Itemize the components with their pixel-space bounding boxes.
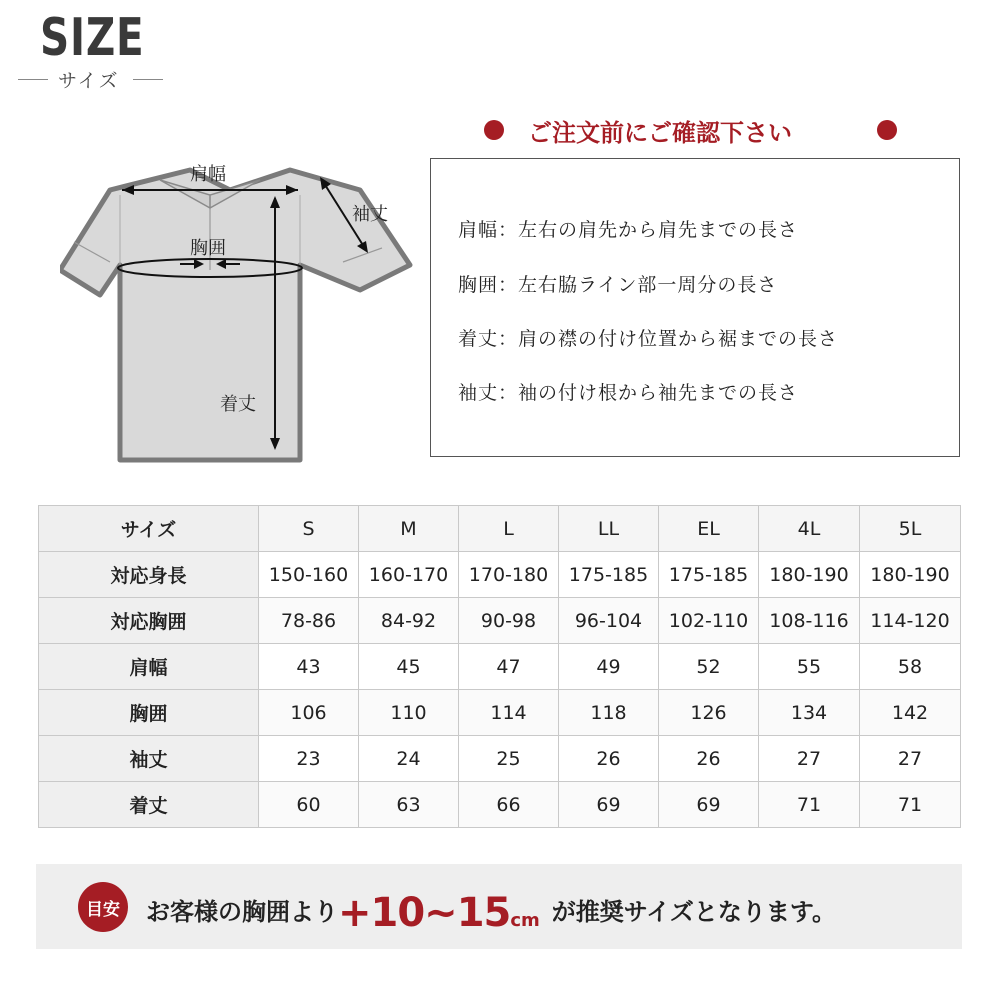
table-cell: 170-180: [459, 552, 559, 598]
table-row: [39, 598, 961, 644]
size-table: [38, 505, 961, 828]
sleeve-label: 袖丈: [352, 204, 388, 225]
table-cell: 150-160: [259, 552, 359, 598]
table-cell: 26: [559, 736, 659, 782]
recommendation-prefix: お客様の胸囲より: [146, 898, 338, 926]
recommendation-banner: [36, 864, 962, 949]
page-subtitle: サイズ: [58, 70, 120, 92]
table-cell: 126: [659, 690, 759, 736]
definition-shoulder: 肩幅：左右の肩先から肩先までの長さ: [458, 219, 799, 241]
row-header: 袖丈: [39, 736, 259, 782]
table-cell: 110: [359, 690, 459, 736]
column-header: L: [459, 506, 559, 552]
shirt-diagram: [60, 150, 420, 470]
column-header: 5L: [860, 506, 961, 552]
length-label: 着丈: [220, 394, 256, 415]
table-cell: 134: [759, 690, 860, 736]
row-header: 対応身長: [39, 552, 259, 598]
table-corner-cell: サイズ: [39, 506, 259, 552]
bullet-dot-icon: [877, 120, 897, 140]
table-cell: 90-98: [459, 598, 559, 644]
table-cell: 142: [860, 690, 961, 736]
table-cell: 24: [359, 736, 459, 782]
table-cell: 23: [259, 736, 359, 782]
column-header: 4L: [759, 506, 860, 552]
table-cell: 58: [860, 644, 961, 690]
table-cell: 71: [860, 782, 961, 828]
table-header-row: [39, 506, 961, 552]
table-cell: 52: [659, 644, 759, 690]
table-cell: 27: [759, 736, 860, 782]
recommendation-suffix: が推奨サイズとなります。: [551, 898, 836, 926]
table-cell: 175-185: [559, 552, 659, 598]
table-cell: 180-190: [860, 552, 961, 598]
table-cell: 66: [459, 782, 559, 828]
table-cell: 27: [860, 736, 961, 782]
recommendation-range: +10~15: [338, 890, 511, 936]
table-cell: 47: [459, 644, 559, 690]
table-cell: 69: [659, 782, 759, 828]
column-header: EL: [659, 506, 759, 552]
table-cell: 43: [259, 644, 359, 690]
shoulder-label: 肩幅: [190, 164, 226, 185]
row-header: 胸囲: [39, 690, 259, 736]
table-row: [39, 552, 961, 598]
divider-left: [18, 79, 48, 80]
table-cell: 69: [559, 782, 659, 828]
column-header: M: [359, 506, 459, 552]
table-cell: 45: [359, 644, 459, 690]
row-header: 着丈: [39, 782, 259, 828]
table-cell: 63: [359, 782, 459, 828]
row-header: 対応胸囲: [39, 598, 259, 644]
definition-sleeve: 袖丈：袖の付け根から袖先までの長さ: [458, 382, 799, 404]
recommendation-unit: cm: [510, 910, 540, 931]
table-cell: 96-104: [559, 598, 659, 644]
definition-chest: 胸囲：左右脇ライン部一周分の長さ: [458, 274, 778, 296]
table-cell: 175-185: [659, 552, 759, 598]
notice-heading-text: ご注文前にご確認下さい: [528, 119, 792, 147]
definition-length: 着丈：肩の襟の付け位置から裾までの長さ: [458, 328, 839, 350]
table-cell: 25: [459, 736, 559, 782]
table-cell: 60: [259, 782, 359, 828]
table-cell: 118: [559, 690, 659, 736]
column-header: S: [259, 506, 359, 552]
table-row: [39, 736, 961, 782]
table-row: [39, 690, 961, 736]
table-row: [39, 644, 961, 690]
definitions-box: [430, 158, 960, 457]
table-cell: 108-116: [759, 598, 860, 644]
guide-badge: 目安: [78, 882, 128, 932]
table-cell: 114-120: [860, 598, 961, 644]
page-subtitle-group: [18, 66, 163, 94]
table-cell: 49: [559, 644, 659, 690]
table-cell: 102-110: [659, 598, 759, 644]
recommendation-text: [146, 884, 836, 936]
table-cell: 84-92: [359, 598, 459, 644]
page-title: SIZE: [40, 8, 145, 68]
row-header: 肩幅: [39, 644, 259, 690]
table-cell: 180-190: [759, 552, 860, 598]
bullet-dot-icon: [484, 120, 504, 140]
table-cell: 114: [459, 690, 559, 736]
table-cell: 26: [659, 736, 759, 782]
table-row: [39, 782, 961, 828]
chest-label: 胸囲: [190, 238, 226, 259]
table-cell: 160-170: [359, 552, 459, 598]
divider-right: [133, 79, 163, 80]
column-header: LL: [559, 506, 659, 552]
table-cell: 71: [759, 782, 860, 828]
notice-heading: [484, 113, 914, 149]
table-cell: 78-86: [259, 598, 359, 644]
table-cell: 55: [759, 644, 860, 690]
table-cell: 106: [259, 690, 359, 736]
